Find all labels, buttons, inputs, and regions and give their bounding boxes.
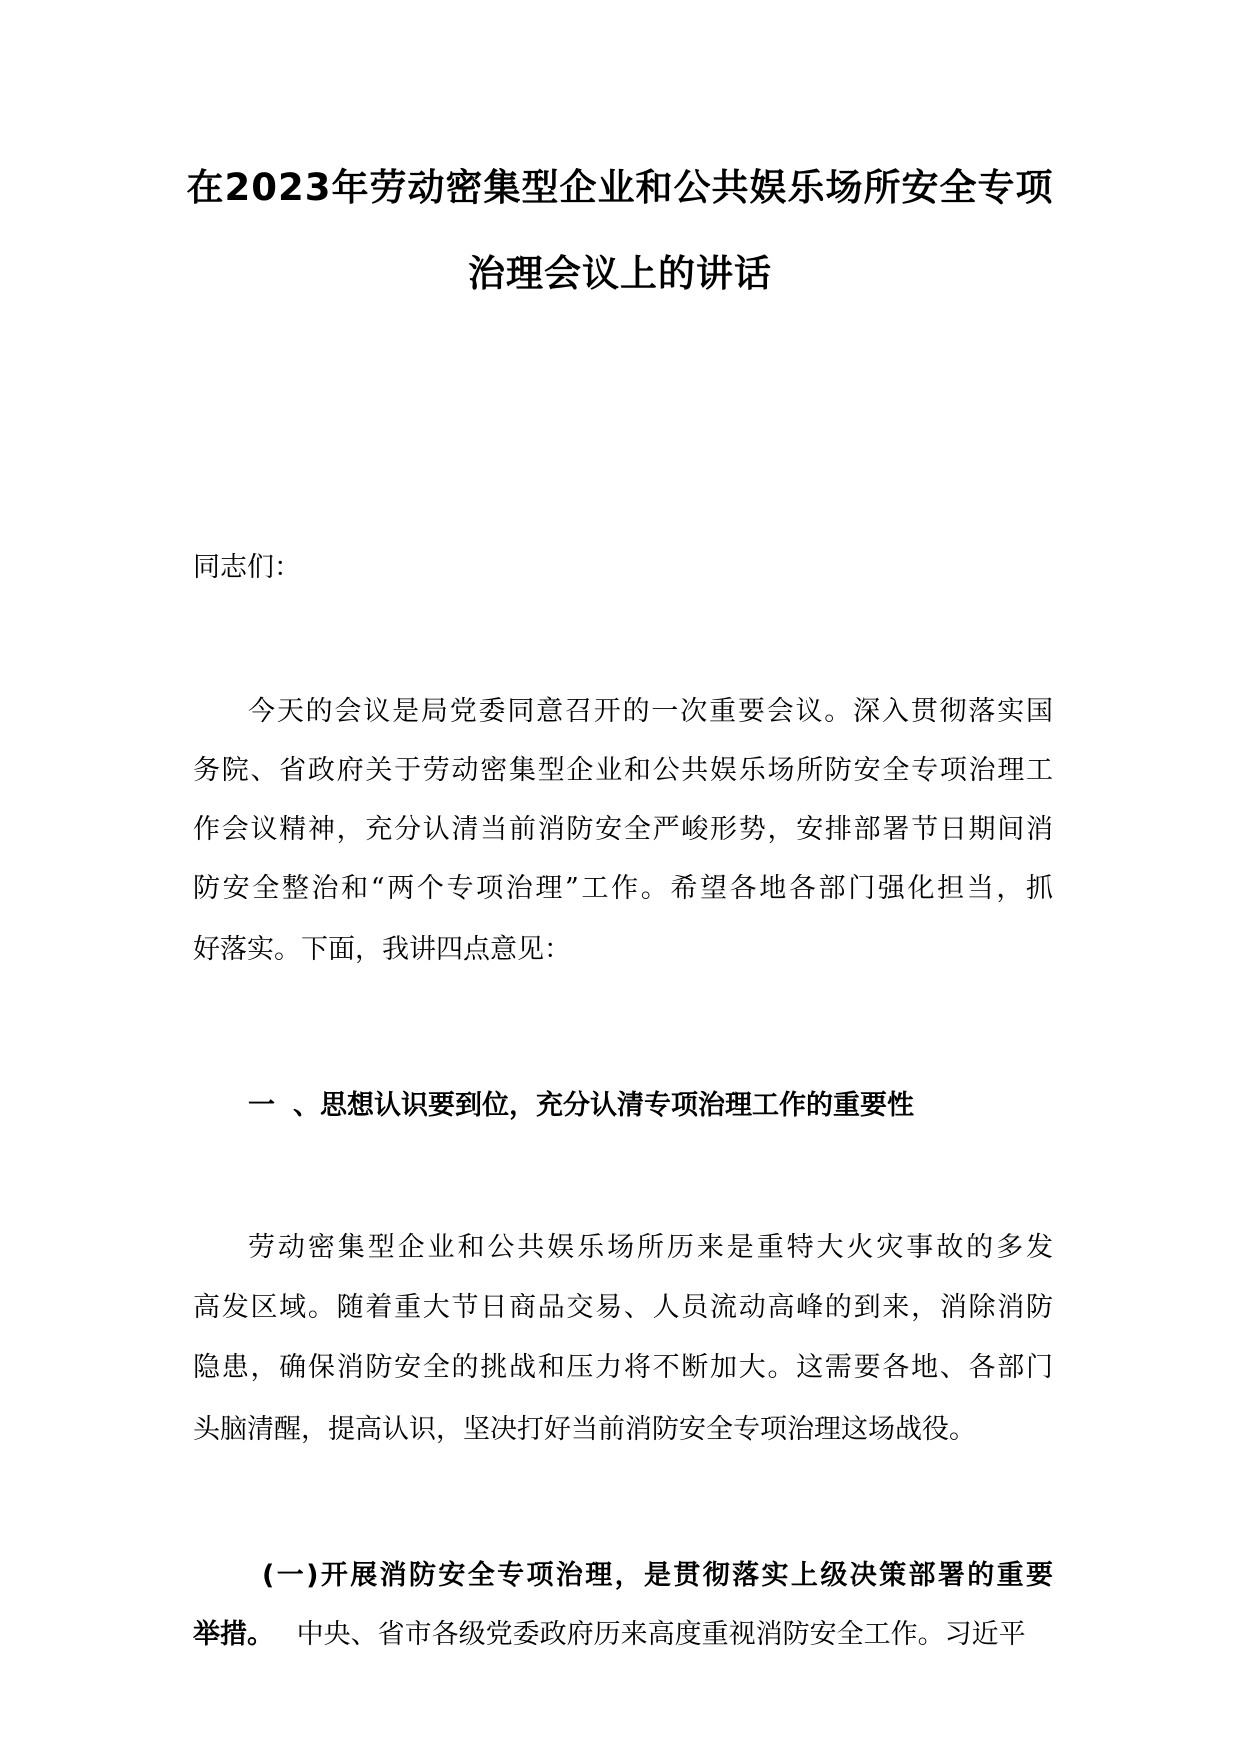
- subsection-1-body-start: 中央、省市各级党委政府历来高度重视消防安全工作。习近平: [296, 1619, 1026, 1650]
- subsection-1-heading-end: 举措。: [193, 1619, 274, 1650]
- paragraph-2-line-3: 隐患，确保消防安全的挑战和压力将不断加大。这需要各地、各部门: [193, 1352, 1053, 1383]
- section-heading-1: [248, 1086, 914, 1126]
- subsection-1-line-2: [193, 1615, 1053, 1655]
- paragraph-1-line-3: 作会议精神，充分认清当前消防安全严峻形势，安排部署节日期间消: [193, 814, 1053, 845]
- document-title-line-2: 治理会议上的讲话: [468, 252, 772, 295]
- paragraph-1-line-4: 防安全整治和“两个专项治理”工作。希望各地各部门强化担当，抓: [193, 873, 1053, 904]
- section-heading-number: 一: [248, 1090, 275, 1121]
- paragraph-1-line-5: 好落实。下面，我讲四点意见：: [193, 934, 571, 965]
- paragraph-2-line-4: 头脑清醒，提高认识，坚决打好当前消防安全专项治理这场战役。: [193, 1414, 976, 1445]
- paragraph-1-line-1: 今天的会议是局党委同意召开的一次重要会议。深入贯彻落实国: [248, 696, 1053, 727]
- paragraph-2-line-2: 高发区域。随着重大节日商品交易、人员流动高峰的到来，消除消防: [193, 1292, 1053, 1323]
- subsection-1-heading: (一)开展消防安全专项治理，是贯彻落实上级决策部署的重要: [262, 1560, 1053, 1591]
- greeting: 同志们：: [193, 552, 301, 583]
- section-heading-text: 、思想认识要到位，充分认清专项治理工作的重要性: [293, 1090, 914, 1121]
- document-title-line-1: 在2023年劳动密集型企业和公共娱乐场所安全专项: [186, 166, 1054, 209]
- paragraph-2-line-1: 劳动密集型企业和公共娱乐场所历来是重特大火灾事故的多发: [248, 1232, 1053, 1263]
- paragraph-1-line-2: 务院、省政府关于劳动密集型企业和公共娱乐场所防安全专项治理工: [193, 755, 1053, 786]
